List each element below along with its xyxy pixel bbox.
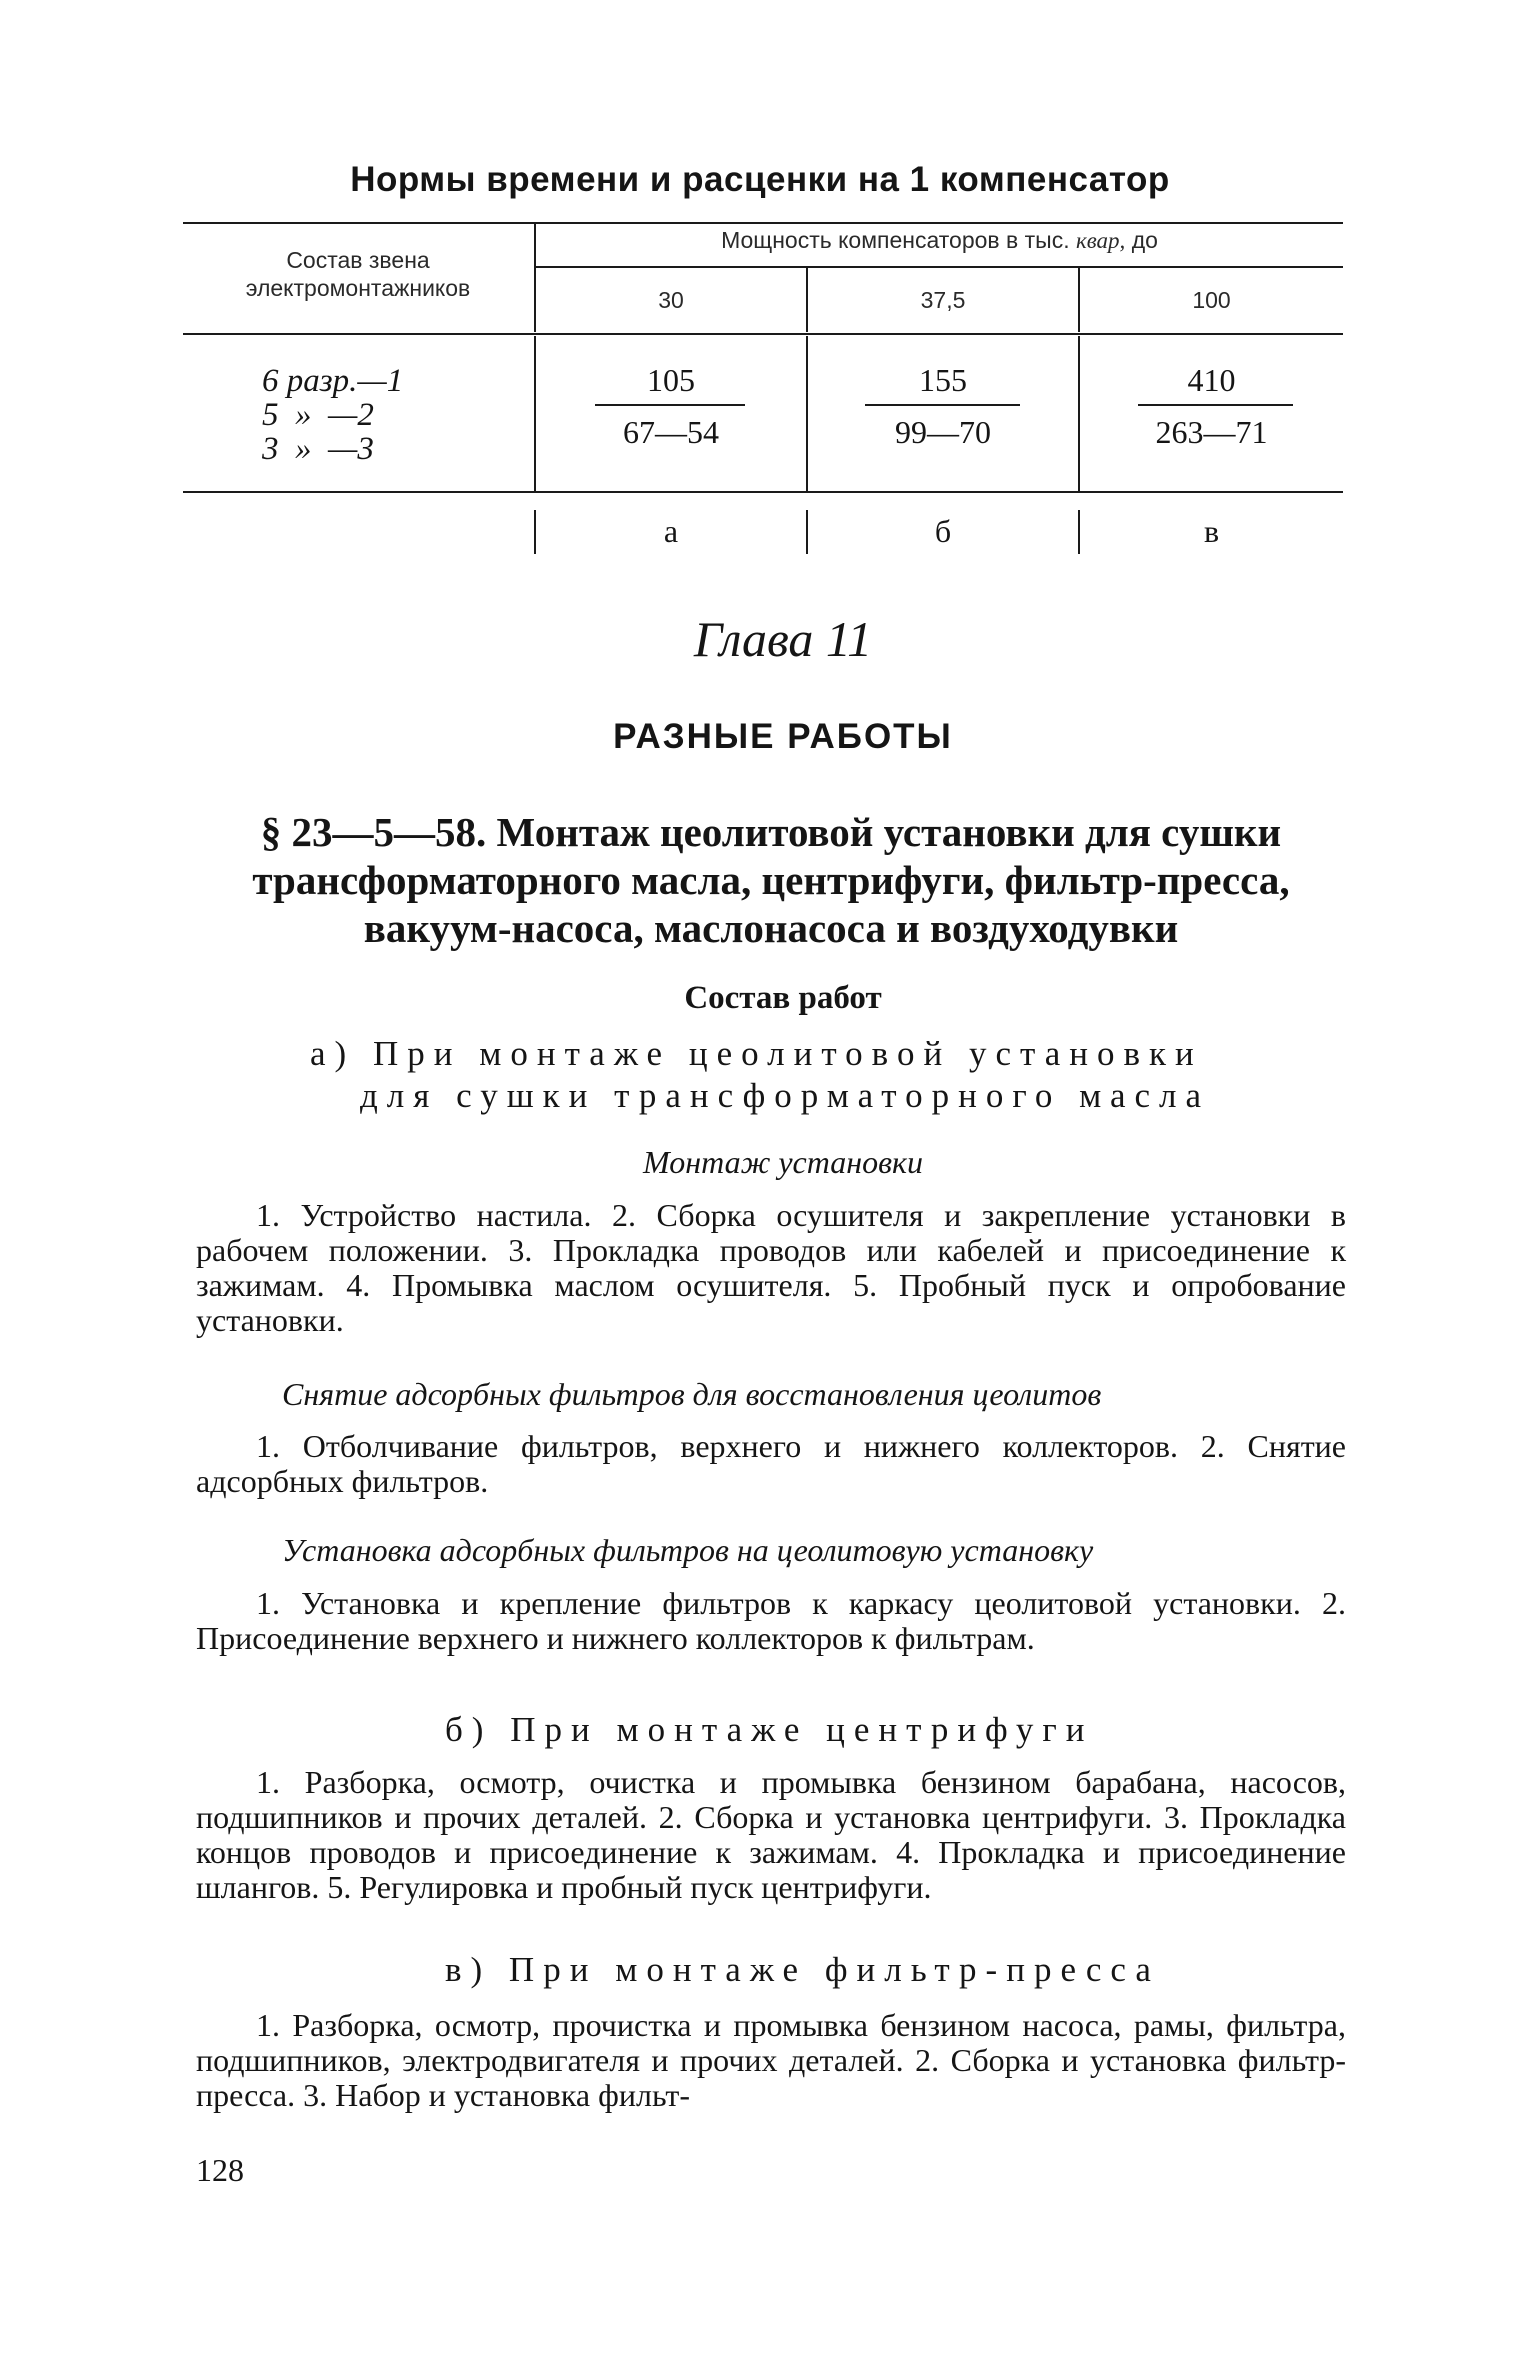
part-a-heading-line-1: а) При монтаже цеолитовой установки <box>310 1034 1203 1073</box>
part-a-heading-line-2: для сушки трансформаторного масла <box>360 1076 1211 1115</box>
crew-row-3: 3 » —3 <box>262 431 374 467</box>
column-letter-b: б <box>934 513 952 549</box>
filter-install-text: 1. Установка и крепление фильтров к каркасу цеолитовой установки. 2. Присоединение верхнего и нижнего коллекторов к фильтрам. <box>196 1585 1346 1656</box>
centrifuge-paragraph <box>196 1765 1346 1905</box>
filter-press-text: 1. Разборка, осмотр, прочистка и промывка бензином насоса, рамы, фильтра, подшипников, электродвигателя и прочих деталей. 2. Сборка и установка фильтр-пресса. 3. Набор и установка фильт- <box>196 2007 1346 2113</box>
cell-norm-1: 105 <box>647 362 695 398</box>
section-title: РАЗНЫЕ РАБОТЫ <box>613 717 953 756</box>
centrifuge-text: 1. Разборка, осмотр, очистка и промывка бензином барабана, насосов, подшипников и прочих деталей. 2. Сборка и установка центрифуги. 3. Прокладка концов проводов и присоединение к зажимам. 4. Прокладка и присоединение шлангов. 5. Регулировка и пробный пуск центрифуги. <box>196 1764 1346 1905</box>
filter-press-paragraph <box>196 2008 1346 2113</box>
cell-price-1: 67—54 <box>623 414 719 450</box>
cell-norm-2: 155 <box>919 362 967 398</box>
installation-paragraph <box>196 1198 1346 1338</box>
page-number: 128 <box>196 2152 244 2188</box>
crew-row-2: 5 » —2 <box>262 397 374 433</box>
body-bottom-rule <box>183 491 1343 493</box>
power-header-unit: квар, <box>1075 228 1126 253</box>
column-header-1: 30 <box>658 287 684 313</box>
cell-norm-3: 410 <box>1187 362 1236 398</box>
filter-removal-paragraph <box>196 1429 1346 1499</box>
part-c-heading: в) При монтаже фильтр-пресса <box>445 1950 1160 1989</box>
crew-header-line-1: Состав звена <box>286 247 430 273</box>
crew-header-line-2: электромонтажников <box>245 275 471 301</box>
section-heading: § 23—5—58. Монтаж цеолитовой установки для сушки трансформаторного масла, центрифуги, фильтр-пресса, вакуум-насоса, маслонасоса и воздуходувки <box>252 809 1290 951</box>
power-header <box>536 226 1343 255</box>
fraction-line-3 <box>1138 404 1293 406</box>
filter-removal-subheading: Снятие адсорбных фильтров для восстановления цеолитов <box>282 1376 1102 1412</box>
crew-header <box>183 246 533 302</box>
chapter-heading: Глава 11 <box>693 611 873 667</box>
work-composition-heading: Состав работ <box>684 980 882 1016</box>
filter-install-subheading: Установка адсорбных фильтров на цеолитовую установку <box>282 1532 1094 1568</box>
column-header-3: 100 <box>1192 287 1231 313</box>
filter-install-paragraph <box>196 1586 1346 1656</box>
power-header-tail: до <box>1131 227 1158 253</box>
table-top-rule <box>183 222 1343 224</box>
column-letter-a: а <box>663 513 679 549</box>
part-b-heading: б) При монтаже центрифуги <box>445 1710 1094 1749</box>
fraction-line-2 <box>865 404 1020 406</box>
installation-subheading: Монтаж установки <box>643 1144 923 1180</box>
crew-row-1: 6 разр.—1 <box>262 363 404 399</box>
cell-price-3: 263—71 <box>1155 414 1268 450</box>
crew-composition <box>262 364 403 466</box>
header-sub-rule <box>536 266 1343 268</box>
column-letter-v: в <box>1203 513 1220 549</box>
table-title: Нормы времени и расценки на 1 компенсатор <box>350 160 1170 199</box>
filter-removal-text: 1. Отболчивание фильтров, верхнего и нижнего коллекторов. 2. Снятие адсорбных фильтров. <box>196 1428 1346 1499</box>
cell-price-2: 99—70 <box>895 414 991 450</box>
power-header-text: Мощность компенсаторов в тыс. <box>721 227 1070 253</box>
installation-text: 1. Устройство настила. 2. Сборка осушителя и закрепление установки в рабочем положении. 3. Прокладка проводов или кабелей и присоединение к зажимам. 4. Промывка маслом осушителя. 5. Пробный пуск и опробование установки. <box>196 1197 1346 1338</box>
fraction-line-1 <box>595 404 745 406</box>
column-header-2: 37,5 <box>920 287 966 313</box>
header-bottom-rule <box>183 333 1343 335</box>
